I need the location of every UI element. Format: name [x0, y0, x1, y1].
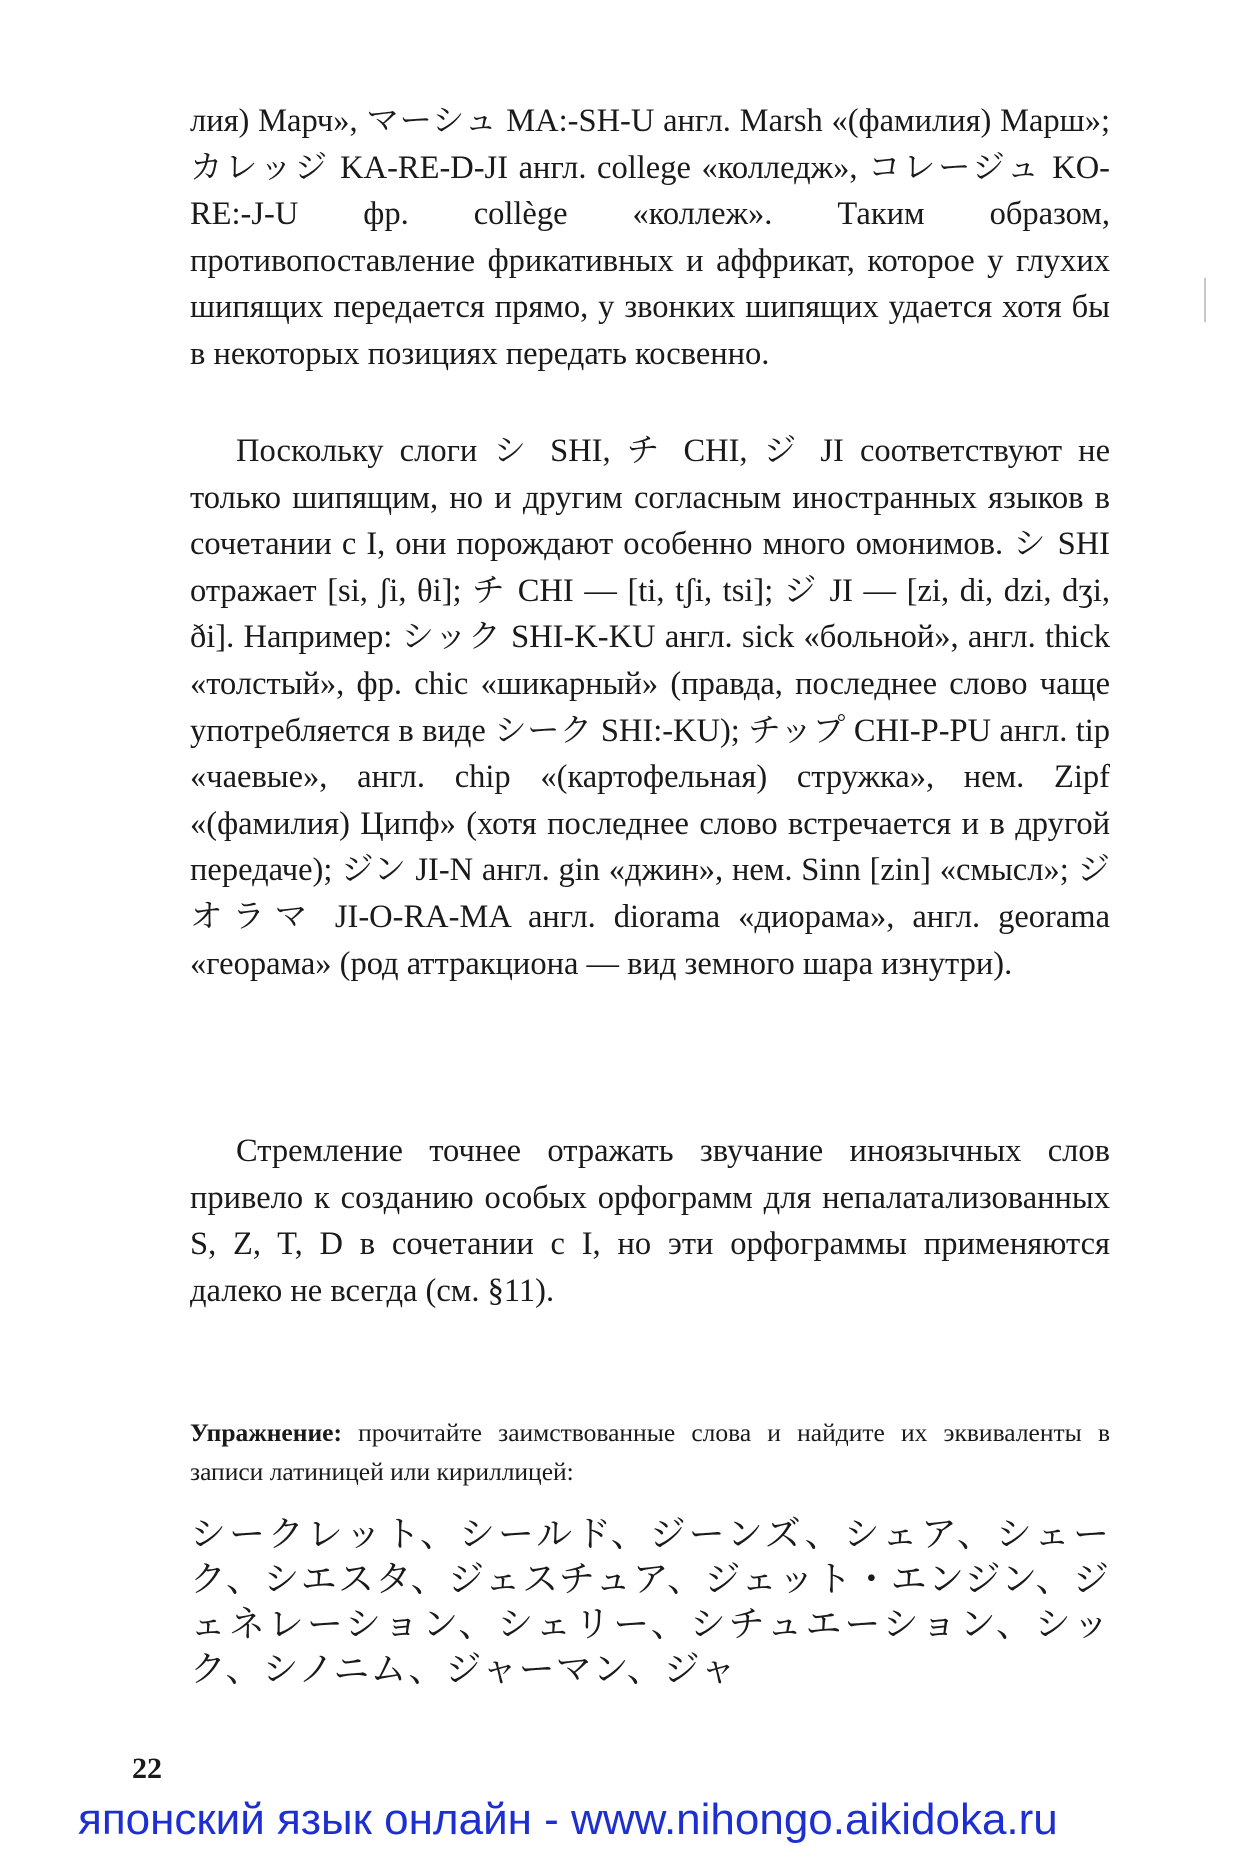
exercise-text: прочитайте заимствованные слова и найдите их эквиваленты в записи латиницей или кириллицей:	[190, 1418, 1110, 1486]
exercise-label: Упражнение:	[190, 1418, 342, 1447]
site-watermark: японский язык онлайн - www.nihongo.aikidoka.ru	[78, 1795, 1058, 1844]
paragraph-continuation: лия) Марч», マーシュ MA:-SH-U англ. Marsh «(фамилия) Марш»; カレッジ KA-RE-D-JI англ. college «колледж», コレージュ KO-RE:-J-U фр. collège «коллеж». Таким образом, противопоставление фрикативных и аффрикат, которое у глухих шипящих передается прямо, у звонких шипящих удается хотя бы в некоторых позициях передать косвенно.	[190, 103, 1110, 372]
paragraph-homonyms: Поскольку слоги シ SHI, チ CHI, ジ JI соответствуют не только шипящим, но и другим согласным иностранных языков в сочетании с I, они порождают особенно много омонимов. シ SHI отражает [si, ʃi, θi]; チ CHI — [ti, tʃi, tsi]; ジ JI — [zi, di, dzi, dʒi, ði]. Например: シック SHI-K-KU англ. sick «больной», англ. thick «толстый», фр. chic «шикарный» (правда, последнее слово чаще употребляется в виде シーク SHI:-KU); チップ CHI-P-PU англ. tip «чаевые», англ. chip «(картофельная) стружка», нем. Zipf «(фамилия) Ципф» (хотя последнее слово встречается и в другой передаче); ジン JI-N англ. gin «джин», нем. Sinn [zin] «смысл»; ジオラマ JI-O-RA-MA англ. diorama «диорама», англ. georama «георама» (род аттракциона — вид земного шара изнутри).	[190, 433, 1110, 982]
page-number: 22	[132, 1752, 162, 1785]
scan-margin-mark	[1204, 278, 1206, 322]
katakana-word-list: シークレット、シールド、ジーンズ、シェア、シェーク、シエスタ、ジェスチュア、ジェット・エンジン、ジェネレーション、シェリー、シチュエーション、シック、シノニム、ジャーマン、ジャ	[190, 1514, 1110, 1690]
exercise-instruction	[190, 1413, 1110, 1491]
paragraph-orthograms: Стремление точнее отражать звучание иноязычных слов привело к созданию особых орфограмм для непалатализованных S, Z, T, D в сочетании с I, но эти орфограммы применяются далеко не всегда (см. §11).	[190, 1133, 1110, 1309]
